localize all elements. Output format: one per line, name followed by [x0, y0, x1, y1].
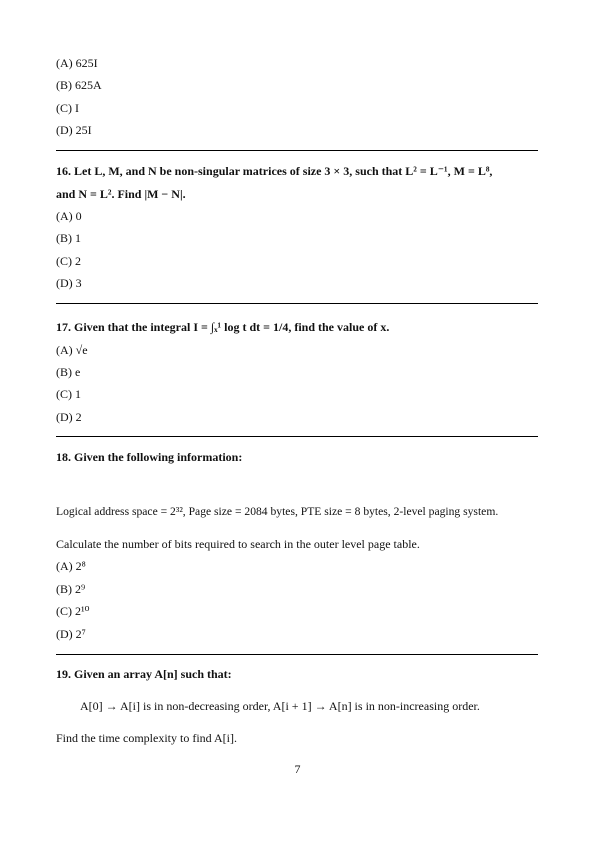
q17-option-d: (D) 2: [56, 410, 82, 424]
q18-stem: 18. Given the following information:: [56, 450, 243, 464]
q16-option-b: (B) 1: [56, 231, 81, 245]
divider: [56, 150, 538, 151]
q17-option-c: (C) 1: [56, 387, 81, 401]
q17-option-a: (A) √e: [56, 343, 88, 357]
q18-option-d: (D) 2⁷: [56, 627, 86, 641]
q15-option-a: (A) 625I: [56, 56, 98, 70]
page-number: 7: [294, 762, 301, 776]
q17-option-b: (B) e: [56, 365, 81, 379]
q16-option-a: (A) 0: [56, 209, 82, 223]
q18-option-a: (A) 2⁸: [56, 559, 86, 573]
q16-stem-line1: 16. Let L, M, and N be non-singular matrices of size 3 × 3, such that L² = L⁻¹, M = L⁸,: [56, 164, 493, 178]
q16-option-c: (C) 2: [56, 254, 81, 268]
q16-stem-line2: and N = L². Find |M − N|.: [56, 187, 186, 201]
q19-condition: A[0] → A[i] is in non-decreasing order, A[i + 1] → A[n] is in non-increasing order.: [80, 699, 480, 713]
divider: [56, 303, 538, 304]
q18-option-b: (B) 2⁹: [56, 582, 86, 596]
divider: [56, 654, 538, 655]
q19-stem: 19. Given an array A[n] such that:: [56, 667, 232, 681]
q15-option-b: (B) 625A: [56, 78, 102, 92]
q15-option-c: (C) I: [56, 101, 79, 115]
q18-question: Calculate the number of bits required to search in the outer level page table.: [56, 537, 420, 551]
q16-option-d: (D) 3: [56, 276, 82, 290]
q18-info: Logical address space = 2³², Page size = 2084 bytes, PTE size = 8 bytes, 2-level paging system.: [56, 505, 499, 518]
q19-question: Find the time complexity to find A[i].: [56, 731, 237, 745]
q17-stem: 17. Given that the integral I = ∫ₓ¹ log t dt = 1/4, find the value of x.: [56, 320, 390, 334]
q18-option-c: (C) 2¹⁰: [56, 604, 90, 618]
q15-option-d: (D) 25I: [56, 123, 92, 137]
divider: [56, 436, 538, 437]
